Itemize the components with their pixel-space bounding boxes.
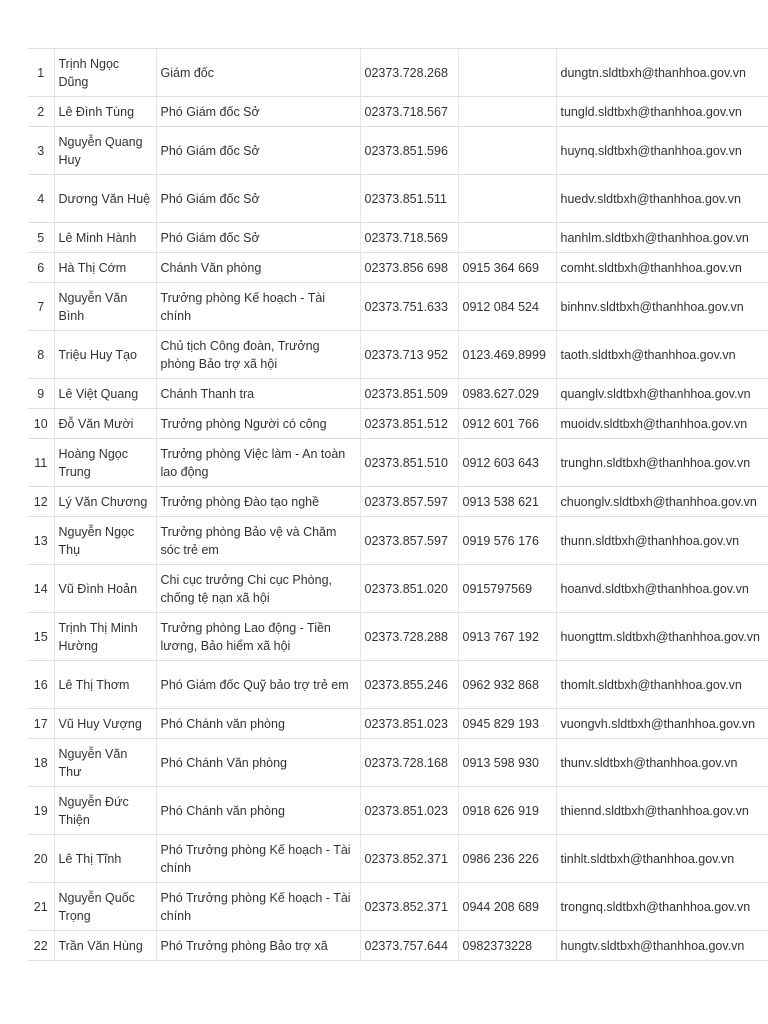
row-number: 13	[28, 517, 54, 565]
mobile-phone: 0915 364 669	[458, 253, 556, 283]
row-number: 16	[28, 661, 54, 709]
person-name: Nguyễn Quốc Trọng	[54, 883, 156, 931]
mobile-phone: 0913 598 930	[458, 739, 556, 787]
email-address: vuongvh.sldtbxh@thanhhoa.gov.vn	[556, 709, 768, 739]
office-phone: 02373.757.644	[360, 931, 458, 961]
row-number: 6	[28, 253, 54, 283]
mobile-phone: 0912 603 643	[458, 439, 556, 487]
row-number: 22	[28, 931, 54, 961]
mobile-phone: 0945 829 193	[458, 709, 556, 739]
row-number: 20	[28, 835, 54, 883]
mobile-phone	[458, 175, 556, 223]
mobile-phone	[458, 97, 556, 127]
contact-table-container	[28, 48, 768, 961]
table-row	[28, 331, 768, 379]
table-row	[28, 379, 768, 409]
mobile-phone	[458, 223, 556, 253]
job-title: Phó Giám đốc Sở	[156, 175, 360, 223]
job-title: Phó Giám đốc Sở	[156, 127, 360, 175]
mobile-phone: 0983.627.029	[458, 379, 556, 409]
email-address: chuonglv.sldtbxh@thanhhoa.gov.vn	[556, 487, 768, 517]
person-name: Đỗ Văn Mười	[54, 409, 156, 439]
office-phone: 02373.852.371	[360, 883, 458, 931]
job-title: Chánh Thanh tra	[156, 379, 360, 409]
job-title: Giám đốc	[156, 49, 360, 97]
row-number: 3	[28, 127, 54, 175]
job-title: Phó Giám đốc Sở	[156, 97, 360, 127]
mobile-phone: 0982373228	[458, 931, 556, 961]
office-phone: 02373.857.597	[360, 487, 458, 517]
table-row	[28, 175, 768, 223]
table-row	[28, 97, 768, 127]
office-phone: 02373.852.371	[360, 835, 458, 883]
job-title: Phó Chánh văn phòng	[156, 787, 360, 835]
person-name: Nguyễn Văn Bình	[54, 283, 156, 331]
email-address: binhnv.sldtbxh@thanhhoa.gov.vn	[556, 283, 768, 331]
mobile-phone: 0944 208 689	[458, 883, 556, 931]
mobile-phone: 0915797569	[458, 565, 556, 613]
office-phone: 02373.857.597	[360, 517, 458, 565]
row-number: 4	[28, 175, 54, 223]
table-row	[28, 661, 768, 709]
office-phone: 02373.851.596	[360, 127, 458, 175]
person-name: Nguyễn Quang Huy	[54, 127, 156, 175]
table-row	[28, 49, 768, 97]
office-phone: 02373.851.023	[360, 709, 458, 739]
email-address: tinhlt.sldtbxh@thanhhoa.gov.vn	[556, 835, 768, 883]
office-phone: 02373.851.020	[360, 565, 458, 613]
job-title: Chánh Văn phòng	[156, 253, 360, 283]
email-address: hanhlm.sldtbxh@thanhhoa.gov.vn	[556, 223, 768, 253]
job-title: Phó Giám đốc Quỹ bảo trợ trẻ em	[156, 661, 360, 709]
row-number: 21	[28, 883, 54, 931]
person-name: Lý Văn Chương	[54, 487, 156, 517]
row-number: 10	[28, 409, 54, 439]
mobile-phone: 0913 538 621	[458, 487, 556, 517]
person-name: Lê Thị Tĩnh	[54, 835, 156, 883]
job-title: Trưởng phòng Việc làm - An toàn lao động	[156, 439, 360, 487]
row-number: 2	[28, 97, 54, 127]
table-body	[28, 49, 768, 961]
email-address: comht.sldtbxh@thanhhoa.gov.vn	[556, 253, 768, 283]
table-row	[28, 253, 768, 283]
email-address: thunv.sldtbxh@thanhhoa.gov.vn	[556, 739, 768, 787]
job-title: Phó Trưởng phòng Kế hoạch - Tài chính	[156, 835, 360, 883]
mobile-phone: 0919 576 176	[458, 517, 556, 565]
job-title: Chủ tịch Công đoàn, Trưởng phòng Bảo trợ xã hội	[156, 331, 360, 379]
person-name: Trần Văn Hùng	[54, 931, 156, 961]
job-title: Trưởng phòng Kế hoạch - Tài chính	[156, 283, 360, 331]
email-address: hoanvd.sldtbxh@thanhhoa.gov.vn	[556, 565, 768, 613]
job-title: Phó Giám đốc Sở	[156, 223, 360, 253]
table-row	[28, 409, 768, 439]
office-phone: 02373.718.567	[360, 97, 458, 127]
row-number: 9	[28, 379, 54, 409]
row-number: 7	[28, 283, 54, 331]
email-address: quanglv.sldtbxh@thanhhoa.gov.vn	[556, 379, 768, 409]
table-row	[28, 883, 768, 931]
person-name: Lê Minh Hành	[54, 223, 156, 253]
job-title: Phó Chánh Văn phòng	[156, 739, 360, 787]
mobile-phone: 0123.469.8999	[458, 331, 556, 379]
row-number: 5	[28, 223, 54, 253]
row-number: 12	[28, 487, 54, 517]
office-phone: 02373.851.509	[360, 379, 458, 409]
office-phone: 02373.751.633	[360, 283, 458, 331]
mobile-phone	[458, 49, 556, 97]
office-phone: 02373.851.511	[360, 175, 458, 223]
office-phone: 02373.855.246	[360, 661, 458, 709]
person-name: Nguyễn Văn Thư	[54, 739, 156, 787]
row-number: 1	[28, 49, 54, 97]
email-address: thomlt.sldtbxh@thanhhoa.gov.vn	[556, 661, 768, 709]
row-number: 19	[28, 787, 54, 835]
job-title: Phó Trưởng phòng Bảo trợ xã	[156, 931, 360, 961]
table-row	[28, 835, 768, 883]
table-row	[28, 739, 768, 787]
email-address: huongttm.sldtbxh@thanhhoa.gov.vn	[556, 613, 768, 661]
email-address: dungtn.sldtbxh@thanhhoa.gov.vn	[556, 49, 768, 97]
job-title: Trưởng phòng Người có công	[156, 409, 360, 439]
office-phone: 02373.851.512	[360, 409, 458, 439]
office-phone: 02373.713 952	[360, 331, 458, 379]
row-number: 8	[28, 331, 54, 379]
person-name: Nguyễn Đức Thiện	[54, 787, 156, 835]
mobile-phone: 0918 626 919	[458, 787, 556, 835]
mobile-phone: 0986 236 226	[458, 835, 556, 883]
job-title: Trưởng phòng Bảo vệ và Chăm sóc trẻ em	[156, 517, 360, 565]
job-title: Trưởng phòng Đào tạo nghề	[156, 487, 360, 517]
office-phone: 02373.728.268	[360, 49, 458, 97]
table-row	[28, 931, 768, 961]
table-row	[28, 709, 768, 739]
table-row	[28, 283, 768, 331]
person-name: Trịnh Thị Minh Hường	[54, 613, 156, 661]
office-phone: 02373.718.569	[360, 223, 458, 253]
row-number: 14	[28, 565, 54, 613]
mobile-phone: 0962 932 868	[458, 661, 556, 709]
email-address: thiennd.sldtbxh@thanhhoa.gov.vn	[556, 787, 768, 835]
contact-table	[28, 48, 768, 961]
mobile-phone: 0912 084 524	[458, 283, 556, 331]
email-address: trongnq.sldtbxh@thanhhoa.gov.vn	[556, 883, 768, 931]
email-address: hungtv.sldtbxh@thanhhoa.gov.vn	[556, 931, 768, 961]
table-row	[28, 223, 768, 253]
mobile-phone: 0912 601 766	[458, 409, 556, 439]
email-address: thunn.sldtbxh@thanhhoa.gov.vn	[556, 517, 768, 565]
person-name: Hà Thị Cớm	[54, 253, 156, 283]
email-address: taoth.sldtbxh@thanhhoa.gov.vn	[556, 331, 768, 379]
person-name: Lê Việt Quang	[54, 379, 156, 409]
row-number: 17	[28, 709, 54, 739]
person-name: Trịnh Ngọc Dũng	[54, 49, 156, 97]
office-phone: 02373.851.023	[360, 787, 458, 835]
job-title: Phó Trưởng phòng Kế hoạch - Tài chính	[156, 883, 360, 931]
person-name: Vũ Huy Vượng	[54, 709, 156, 739]
office-phone: 02373.856 698	[360, 253, 458, 283]
job-title: Phó Chánh văn phòng	[156, 709, 360, 739]
mobile-phone	[458, 127, 556, 175]
row-number: 18	[28, 739, 54, 787]
office-phone: 02373.728.288	[360, 613, 458, 661]
email-address: tungld.sldtbxh@thanhhoa.gov.vn	[556, 97, 768, 127]
person-name: Lê Đình Tùng	[54, 97, 156, 127]
table-row	[28, 487, 768, 517]
person-name: Hoàng Ngọc Trung	[54, 439, 156, 487]
table-row	[28, 613, 768, 661]
email-address: huedv.sldtbxh@thanhhoa.gov.vn	[556, 175, 768, 223]
person-name: Lê Thị Thơm	[54, 661, 156, 709]
office-phone: 02373.851.510	[360, 439, 458, 487]
table-row	[28, 439, 768, 487]
email-address: trunghn.sldtbxh@thanhhoa.gov.vn	[556, 439, 768, 487]
table-row	[28, 787, 768, 835]
row-number: 15	[28, 613, 54, 661]
table-row	[28, 517, 768, 565]
person-name: Vũ Đình Hoản	[54, 565, 156, 613]
row-number: 11	[28, 439, 54, 487]
mobile-phone: 0913 767 192	[458, 613, 556, 661]
job-title: Chi cục trưởng Chi cục Phòng, chống tệ nạn xã hội	[156, 565, 360, 613]
person-name: Nguyễn Ngọc Thụ	[54, 517, 156, 565]
person-name: Triệu Huy Tạo	[54, 331, 156, 379]
person-name: Dương Văn Huệ	[54, 175, 156, 223]
office-phone: 02373.728.168	[360, 739, 458, 787]
table-row	[28, 565, 768, 613]
job-title: Trưởng phòng Lao động - Tiền lương, Bảo hiểm xã hội	[156, 613, 360, 661]
email-address: muoidv.sldtbxh@thanhhoa.gov.vn	[556, 409, 768, 439]
email-address: huynq.sldtbxh@thanhhoa.gov.vn	[556, 127, 768, 175]
table-row	[28, 127, 768, 175]
